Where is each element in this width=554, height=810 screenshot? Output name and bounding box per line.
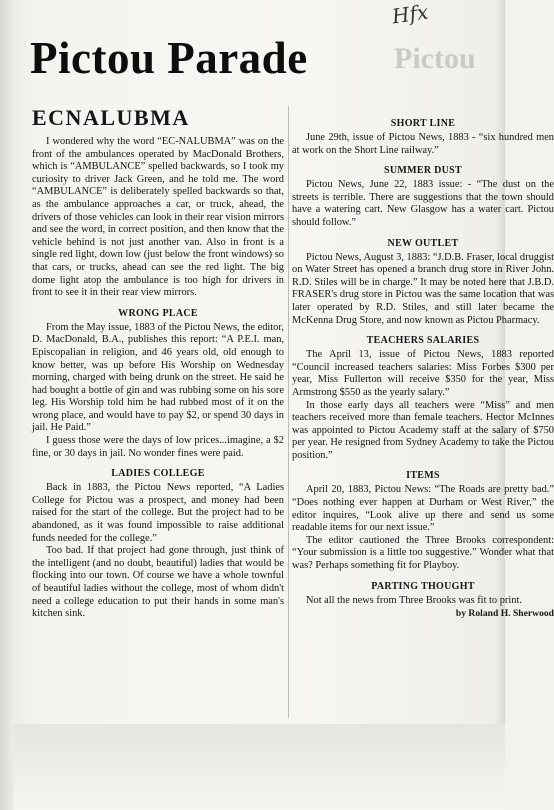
section-heading-items: ITEMS [406,470,440,482]
article-paragraph: In those early days all teachers were “Miss” and men teachers received more than female teachers. Hector McInnes was appointed to Pictou Academy staff at the salary of $750 per year. He resigned from Sydney Academy to take the Pictou position.” [292,399,554,461]
article-paragraph: From the May issue, 1883 of the Pictou News, the editor, D. MacDonald, B.A., publishes this report: “A P.E.I. man, Episcopalian in religion, and 46 years old, old enough to know better, was up before His Worship on Wednesday morning, charged with being drunk on the street. He said he had bought a bottle of gin and was rubbing some on his sore leg. His Worship told him he had rubbed most of it on the wrong place, and would have to pay $2, or spend 30 days in jail. He Paid.” [32,321,284,434]
section-heading-ladies-college: LADIES COLLEGE [111,468,205,480]
section-heading-summer-dust: SUMMER DUST [383,165,463,177]
page-bottom-margin [14,724,505,810]
article-paragraph: April 20, 1883, Pictou News: “The Roads are pretty bad.” “Does nothing ever happen at Durham or West River,” the editor inquires, “Look alive up there and send us some readable items for our next issue.” [292,484,554,534]
article-paragraph: I wondered why the word “EC-NALUBMA” was on the front of the ambulances operated by MacDonald Brothers, which is “AMBULANCE” spelled backwards, so I took my curiosity to driver Jack Green, and he told me. The word “AMBULANCE” is deliberately spelled backwards so that, as the ambulance approaches a car, or truck, ahead, the drivers of those vehicles can look in their rear vision mirrors and see the word, in correct position, and then know that the vehicle behind is not just another van. Also in front is a single red light, down low (just below the front windows) so that cars, or trucks, ahead can see the red light. The big dome light atop the ambulance is too high for drivers in front to see it in their rear view mirrors. [32,136,284,299]
article-paragraph: I guess those were the days of low prices...imagine, a $2 fine, or 30 days in jail. No wonder fines were paid. [32,435,284,459]
article-paragraph: June 29th, issue of Pictou News, 1883 - “six hundred men at work on the Short Line railway.” [292,132,554,156]
bleed-through-text: Pictou [394,42,476,75]
article-paragraph: The editor cautioned the Three Brooks correspondent: “Your submission is a little too suggestive.” Wonder what that was? Perhaps something fit for Playboy. [292,534,554,572]
masthead-title: Pictou Parade [30,33,308,83]
article-paragraph: The April 13, issue of Pictou News, 1883 reported “Council increased teachers salaries: Miss Forbes $300 per year, Miss Fullerton will receive $350 for the year, Miss Armstrong $550 as the yearly salary.” [292,349,554,398]
article-headline: ECNALUBMA [32,105,190,130]
handwritten-note: Hfx [390,0,430,29]
clipping-content [14,10,554,725]
section-heading-teachers-salaries: TEACHERS SALARIES [366,335,480,347]
article-paragraph: Too bad. If that project had gone through, just think of the intelligent (and no doubt, beautiful) ladies that would be flocking into our town. Of course we have a whole townful of beautiful ladies without the college, most of whom didn't need a college education to put their hands in some man's kitchen sink. [32,545,284,620]
section-heading-wrong-place: WRONG PLACE [118,307,198,319]
column-divider [288,106,289,718]
article-paragraph: Pictou News, June 22, 1883 issue: - “The dust on the streets is terrible. There are suggestions that the town should have a watering cart. New Glasgow has a water cart. Pictou should follow.” [292,179,554,228]
article-paragraph: Back in 1883, the Pictou News reported, “A Ladies College for Pictou was a prospect, and money had been raised for the start of the college. But the project had to be abandoned, as it was found impossible to raise additional funds needed for the college.” [32,482,284,544]
left-column [32,106,284,621]
section-heading-parting-thought: PARTING THOUGHT [371,580,475,592]
section-heading-new-outlet: NEW OUTLET [387,237,459,249]
right-column [292,118,554,621]
article-paragraph: Not all the news from Three Brooks was fit to print. [306,594,522,606]
author-byline: by Roland H. Sherwood [455,608,554,620]
article-paragraph: Pictou News, August 3, 1883: “J.D.B. Fraser, local druggist on Water Street has opened a branch drug store in River John. R.D. Stiles will be in charge.” It may be noted here that J.B.D. FRASER's drug store in Pictou was the same location that was later operated by R.D. Stiles, and still later became the McKenna Drug Store, and now known as Pictou Pharmacy. [292,251,554,326]
section-heading-short-line: SHORT LINE [390,118,456,129]
page-edge-left [0,0,14,810]
